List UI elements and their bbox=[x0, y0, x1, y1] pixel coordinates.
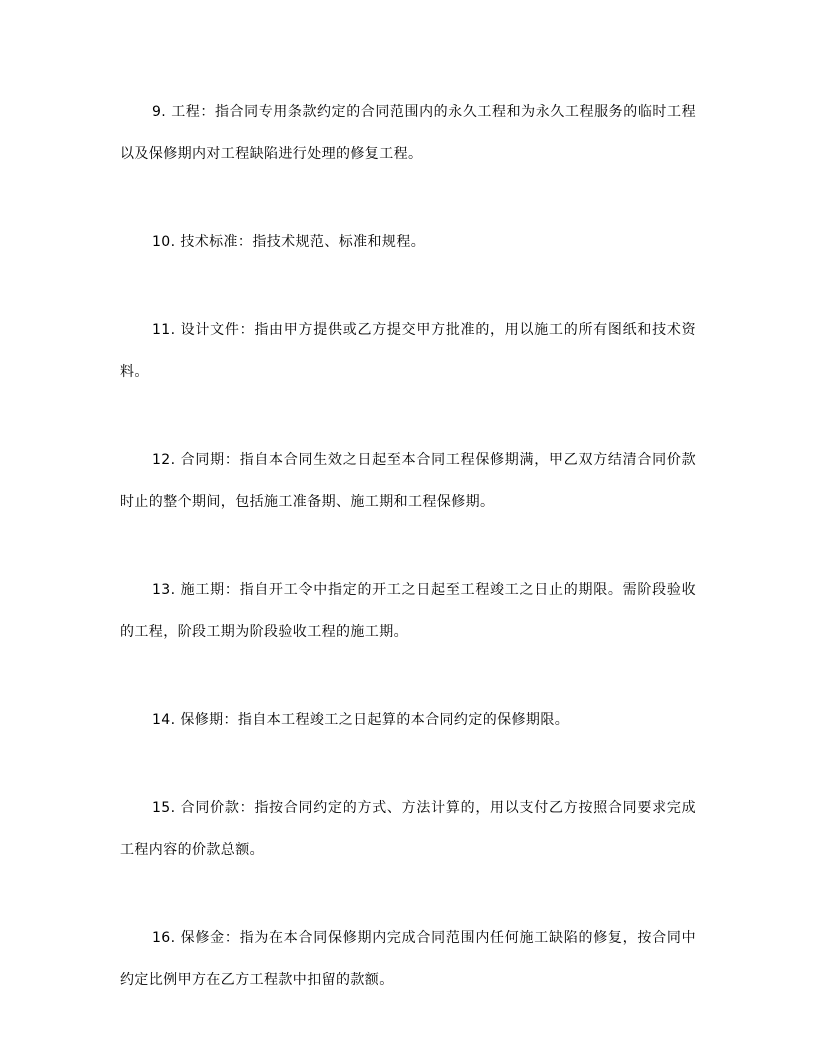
document-page bbox=[120, 91, 696, 1047]
clause-12: 12. 合同期：指自本合同生效之日起至本合同工程保修期满，甲乙双方结清合同价款时止的整个期间，包括施工准备期、施工期和工程保修期。 bbox=[120, 452, 696, 510]
clause-14: 14. 保修期：指自本工程竣工之日起算的本合同约定的保修期限。 bbox=[152, 712, 570, 728]
clause-13: 13. 施工期：指自开工令中指定的开工之日起至工程竣工之日止的期限。需阶段验收的工程，阶段工期为阶段验收工程的施工期。 bbox=[120, 582, 696, 640]
clause-15: 15. 合同价款：指按合同约定的方式、方法计算的，用以支付乙方按照合同要求完成工程内容的价款总额。 bbox=[120, 800, 696, 858]
clause-11: 11. 设计文件：指由甲方提供或乙方提交甲方批准的，用以施工的所有图纸和技术资料。 bbox=[120, 322, 696, 380]
clause-16: 16. 保修金：指为在本合同保修期内完成合同范围内任何施工缺陷的修复，按合同中约定比例甲方在乙方工程款中扣留的款额。 bbox=[120, 930, 696, 988]
clause-9: 9. 工程：指合同专用条款约定的合同范围内的永久工程和为永久工程服务的临时工程以及保修期内对工程缺陷进行处理的修复工程。 bbox=[120, 104, 696, 162]
clause-10: 10. 技术标准：指技术规范、标准和规程。 bbox=[152, 234, 426, 250]
